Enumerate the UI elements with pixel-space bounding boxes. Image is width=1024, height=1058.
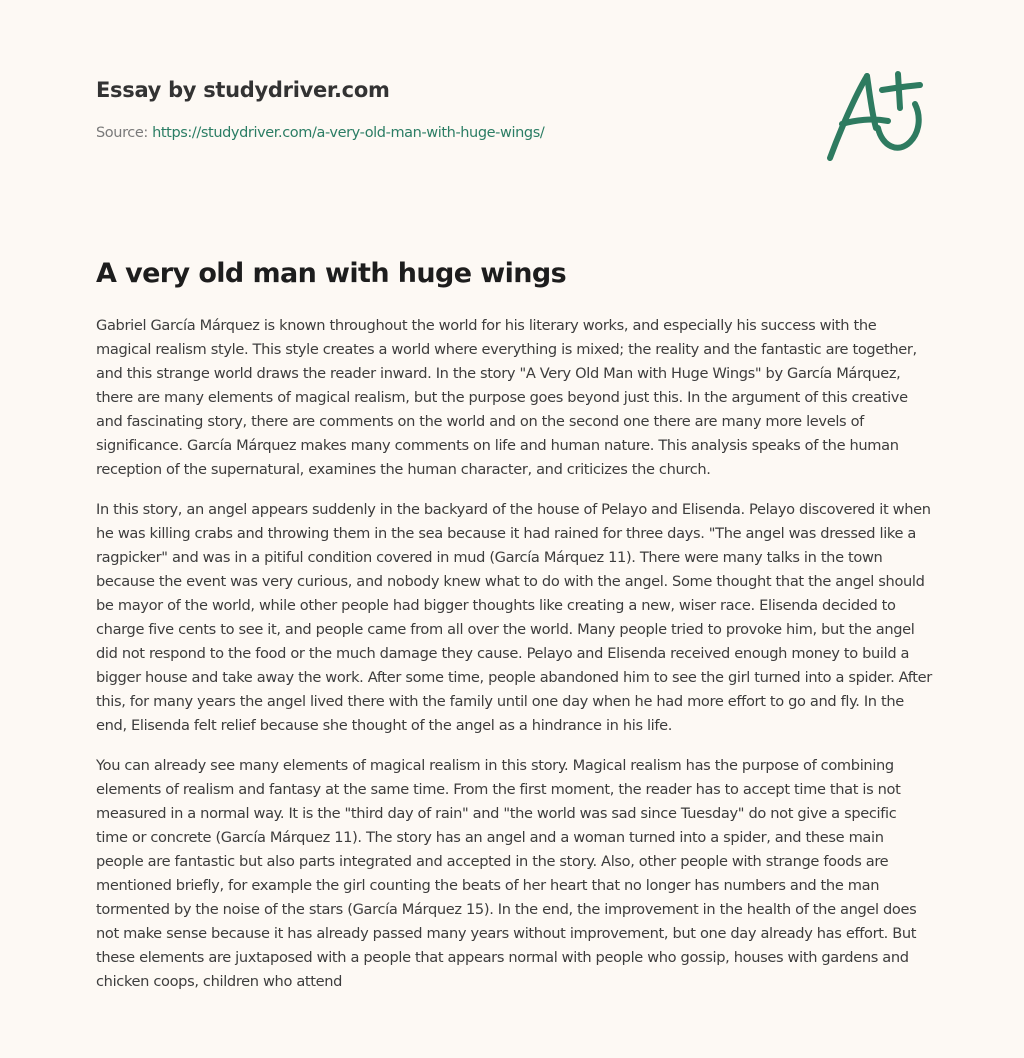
essay-paragraph-3: You can already see many elements of magical realism in this story. Magical realism has the purpose of combining elements of realism and fantasy at the same time. From the first moment, the reader has to accept time that is not measured in a normal way. It is the "third day of rain" and "the world was sad since Tuesday" do not give a specific time or concrete (García Márquez 11). The story has an angel and a woman turned into a spider, and these main people are fantastic but also parts integrated and accepted in the story. Also, other people with strange foods are mentioned briefly, for example the girl counting the beats of her heart that no longer has numbers and the man tormented by the noise of the stars (García Márquez 15). In the end, the improvement in the health of the angel does not make sense because it has already passed many years without improvement, but one day already has effort. But these elements are juxtaposed with a people that appears normal with people who gossip, houses with gardens and chicken coops, children who attend xyxy=(96,757,917,990)
site-brand: Essay by studydriver.com xyxy=(96,78,390,102)
a-plus-grade-icon xyxy=(820,66,930,166)
essay-paragraph-2: In this story, an angel appears suddenly in the backyard of the house of Pelayo and Elisenda. Pelayo discovered it when he was killing crabs and throwing them in the sea because it had rained for three days. "The angel was dressed like a ragpicker" and was in a pitiful condition covered in mud (García Márquez 11). There were many talks in the town because the event was very curious, and nobody knew what to do with the angel. Some thought that the angel should be mayor of the world, while other people had bigger thoughts like creating a new, wiser race. Elisenda decided to charge five cents to see it, and people came from all over the world. Many people tried to provoke him, but the angel did not respond to the food or the much damage they cause. Pelayo and Elisenda received enough money to build a bigger house and take away the work. After some time, people abandoned him to see the girl turned into a spider. After this, for many years the angel lived there with the family until one day when he had more effort to go and fly. In the end, Elisenda felt relief because she thought of the angel as a hindrance in his life. xyxy=(96,501,932,734)
page-header xyxy=(96,76,796,143)
essay-body xyxy=(96,314,932,1010)
source-line xyxy=(96,123,796,143)
source-link[interactable]: https://studydriver.com/a-very-old-man-with-huge-wings/ xyxy=(152,125,545,141)
source-label: Source: xyxy=(96,125,153,141)
essay-paragraph-1: Gabriel García Márquez is known throughout the world for his literary works, and especially his success with the magical realism style. This style creates a world where everything is mixed; the reality and the fantastic are together, and this strange world draws the reader inward. In the story "A Very Old Man with Huge Wings" by García Márquez, there are many elements of magical realism, but the purpose goes beyond just this. In the argument of this creative and fascinating story, there are comments on the world and on the second one there are many more levels of significance. García Márquez makes many comments on life and human nature. This analysis speaks of the human reception of the supernatural, examines the human character, and criticizes the church. xyxy=(96,317,917,478)
essay-title: A very old man with huge wings xyxy=(96,258,567,289)
